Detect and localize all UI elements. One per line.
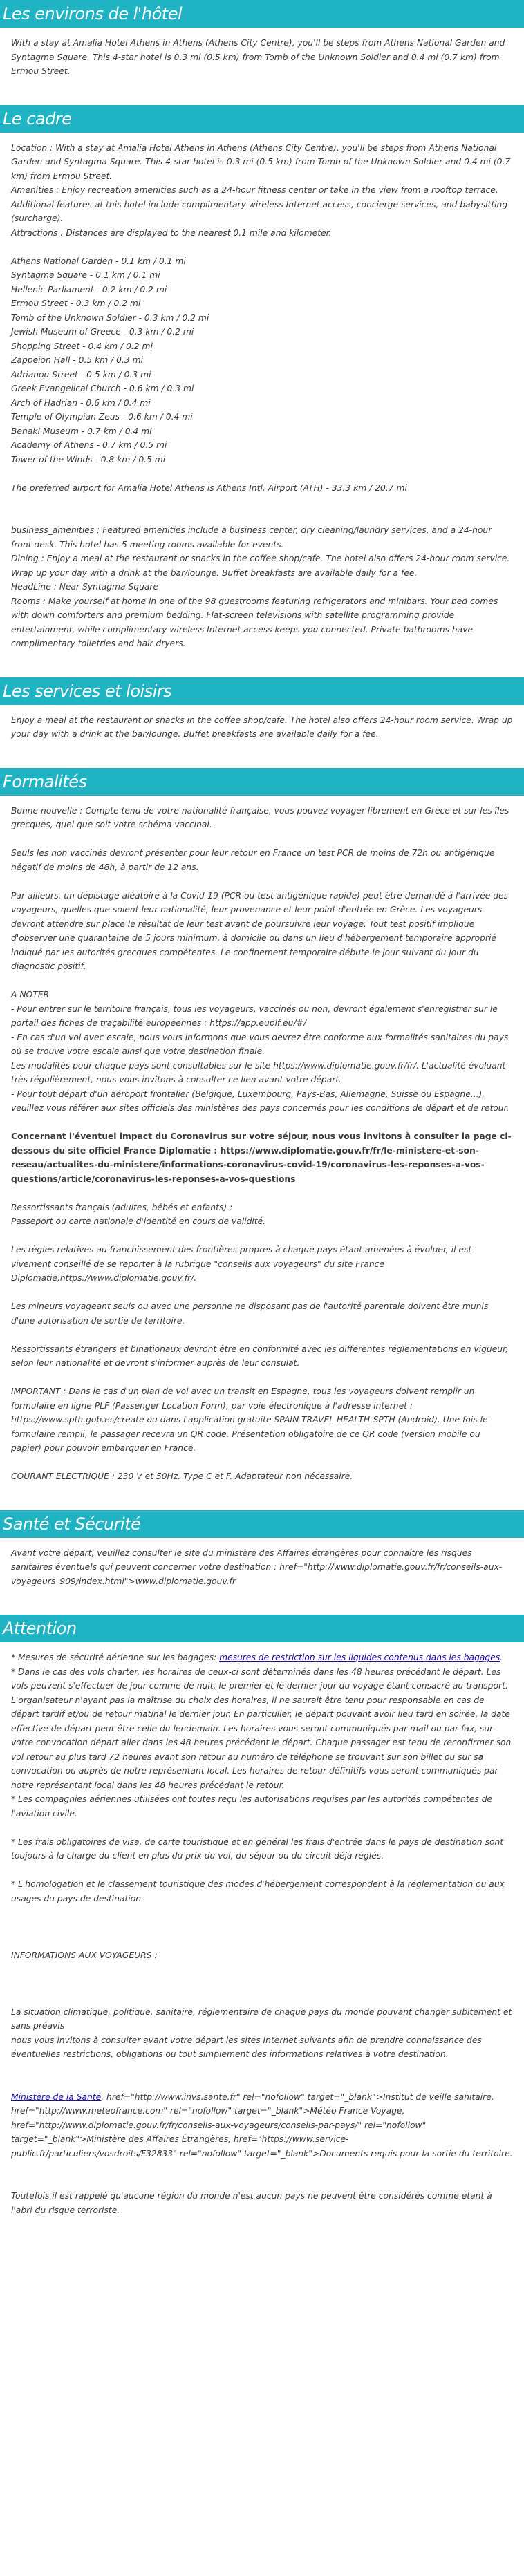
attention-1-prefix: * Mesures de sécurité aérienne sur les bagages: — [11, 1653, 220, 1662]
place-item: Adrianou Street - 0.5 km / 0.3 mi — [11, 369, 151, 379]
info-2: nous vous invitons à consulter avant votre départ les sites Internet suivants afin de prendre connaissance des éventuelles restrictions, obligations ou tout simplement des informations relatives à votre destination. — [11, 2035, 482, 2059]
section-services — [0, 713, 524, 742]
airport-text: The preferred airport for Amalia Hotel Athens is Athens Intl. Airport (ATH) - 33.3 km / 20.7 mi — [11, 482, 407, 493]
rooms-text: Rooms : Make yourself at home in one of the 98 guestrooms featuring refrigerators and minibars. Your bed comes with down comforters and premium bedding. Flat-screen televisions with satellite programming provide entertainment, while complimentary wireless Internet access keeps you connected. Private bathrooms have complimentary toiletries and hair dryers. — [11, 596, 498, 648]
location-text: Location : With a stay at Amalia Hotel Athens in Athens (Athens City Centre), you'll be steps from Athens National Garden and Syntagma Square. This 4-star hotel is 0.3 mi (0.5 km) from Tomb of the Unknown Soldier and 0.4 mi (0.7 km) from Ermou Street. — [11, 142, 511, 181]
formalites-p2: Seuls les non vaccinés devront présenter pour leur retour en France un test PCR de moins de 72h ou antigénique négatif de moins de 48h, à partir de 12 ans. — [11, 848, 495, 872]
border-rules: Les règles relatives au franchissement des frontières propres à chaque pays étant amenées à évoluer, il est vivement conseillé de se reporter à la rubrique "conseils aux voyageurs" du site France Diplomatie,https://www.diplomatie.gouv.fr/. — [11, 1245, 472, 1283]
formalites-p1: Bonne nouvelle : Compte tenu de votre nationalité française, vous pouvez voyager librement en Grèce et sur les îles grecques, quel que soit votre schéma vaccinal. — [11, 805, 509, 829]
place-item: Temple of Olympian Zeus - 0.6 km / 0.4 mi — [11, 412, 193, 422]
place-item: Hellenic Parliament - 0.2 km / 0.2 mi — [11, 284, 167, 294]
place-item: Benaki Museum - 0.7 km / 0.4 mi — [11, 426, 152, 436]
info-1: La situation climatique, politique, sanitaire, réglementaire de chaque pays du monde pouvant changer subitement et sans préavis — [11, 2006, 512, 2031]
attention-1-suffix: . — [500, 1653, 503, 1662]
formalites-p3: Par ailleurs, un dépistage aléatoire à la Covid-19 (PCR ou test antigénique rapide) peut être demandé à l'arrivée des voyageurs, quelles que soient leur nationalité, leur provenance et leur point d'entrée en Grèce. Les voyageurs devront attendre sur place le résultat de leur test avant de poursuivre leur voyage. Tout test positif implique d'observer une quarantaine de 5 jours minimum, à domicile ou dans un lieu d'hébergement temporaire approprié indiqué par les autorités grecques compétentes. Le confinement temporaire débute le jour suivant du jour du diagnostic positif. — [11, 890, 509, 971]
place-item: Athens National Garden - 0.1 km / 0.1 mi — [11, 256, 186, 266]
headline-text: HeadLine : Near Syntagma Square — [11, 582, 159, 592]
fr-docs: Passeport ou carte nationale d'identité en cours de validité. — [11, 1216, 266, 1226]
place-item: Shopping Street - 0.4 km / 0.2 mi — [11, 341, 153, 351]
place-item: Jewish Museum of Greece - 0.3 km / 0.2 mi — [11, 327, 194, 337]
section-attention — [0, 1651, 524, 2217]
note-1: - Pour entrer sur le territoire français, tous les voyageurs, vaccinés ou non, devront également s'enregistrer sur le portail des fiches de traçabilité européennes : https://app.euplf.eu/#/ — [11, 1004, 498, 1028]
dining-text: Dining : Enjoy a meal at the restaurant or snacks in the coffee shop/cafe. The hotel also offers 24-hour room service. Wrap up your day with a drink at the bar/lounge. Buffet breakfasts are available daily for a fee. — [11, 554, 510, 578]
attention-1 — [11, 1651, 513, 1665]
place-item: Tomb of the Unknown Soldier - 0.3 km / 0.2 mi — [11, 312, 209, 323]
note-2: - En cas d'un vol avec escale, nous vous informons que vous devrez être conforme aux formalités sanitaires du pays où se trouve votre escale ainsi que votre destination finale. — [11, 1032, 509, 1056]
section-title-cadre: Le cadre — [0, 105, 524, 133]
note-title: A NOTER — [11, 990, 50, 999]
section-cadre — [0, 141, 524, 651]
sante-text: Avant votre départ, veuillez consulter le site du ministère des Affaires étrangères pour connaître les risques sanitaires éventuels qui peuvent concerner votre destination : href="http://www.diplomatie.gouv.fr/fr/conseils-aux-voyageurs_909/index.html">www.diplomatie.gouv.fr — [11, 1548, 503, 1586]
section-title-attention: Attention — [0, 1615, 524, 1642]
section-title-services: Les services et loisirs — [0, 677, 524, 705]
section-title-sante: Santé et Sécurité — [0, 1510, 524, 1538]
important-text — [11, 1384, 513, 1456]
foreign-text: Ressortissants étrangers et binationaux devront être en conformité avec les différentes réglementations en vigueur, selon leur nationalité et devront s'informer auprès de leur consulat. — [11, 1344, 508, 1368]
info-links — [11, 2090, 513, 2161]
attention-4: * Les frais obligatoires de visa, de carte touristique et en général les frais d'entrée dans le pays de destination sont toujours à la charge du client en plus du prix du vol, du séjour ou du circuit déjà réglés. — [11, 1836, 504, 1861]
important-label: IMPORTANT : — [11, 1386, 66, 1396]
attention-5: * L'homologation et le classement touristique des modes d'hébergement correspondent à la réglementation ou aux usages du pays de destination. — [11, 1879, 505, 1903]
place-item: Zappeion Hall - 0.5 km / 0.3 mi — [11, 355, 144, 365]
place-item: Syntagma Square - 0.1 km / 0.1 mi — [11, 270, 160, 280]
section-title-formalites: Formalités — [0, 768, 524, 796]
electric-text: COURANT ELECTRIQUE : 230 V et 50Hz. Type C et F. Adaptateur non nécessaire. — [11, 1472, 353, 1481]
business-text: business_amenities : Featured amenities include a business center, dry cleaning/laundry services, and a 24-hour front desk. This hotel has 5 meeting rooms available for events. — [11, 525, 492, 549]
note-3: Les modalités pour chaque pays sont consultables sur le site https://www.diplomatie.gouv.fr/fr/. L'actualité évoluant très régulièrement, nous vous invitons à consulter ce lien avant votre départ. — [11, 1060, 506, 1084]
section-environs — [0, 36, 524, 79]
place-item: Academy of Athens - 0.7 km / 0.5 mi — [11, 440, 167, 450]
info-title: INFORMATIONS AUX VOYAGEURS : — [11, 1950, 158, 1960]
place-item: Tower of the Winds - 0.8 km / 0.5 mi — [11, 454, 166, 464]
places-list — [11, 254, 513, 467]
amenities-text: Amenities : Enjoy recreation amenities such as a 24-hour fitness center or take in the view from a rooftop terrace. Additional features at this hotel include complimentary wireless Internet access, concierge services, and babysitting (surcharge). — [11, 185, 508, 223]
final-text: Toutefois il est rappelé qu'aucune région du monde n'est aucun pays ne peuvent être considérés comme étant à l'abri du risque terroriste. — [11, 2191, 492, 2215]
place-item: Arch of Hadrian - 0.6 km / 0.4 mi — [11, 397, 151, 408]
attention-3: * Les compagnies aériennes utilisées ont toutes reçu les autorisations requises par les autorités compétentes de l'aviation civile. — [11, 1794, 493, 1818]
note-4: - Pour tout départ d'un aéroport frontalier (Belgique, Luxembourg, Pays-Bas, Allemagne, Suisse ou Espagne...), veuillez vous référer aux sites officiels des ministères des pays concernés pour les conditions de départ et de retour. — [11, 1089, 509, 1113]
services-text: Enjoy a meal at the restaurant or snacks in the coffee shop/cafe. The hotel also offers 24-hour room service. Wrap up your day with a drink at the bar/lounge. Buffet breakfasts are available daily for a fee. — [11, 715, 513, 739]
minors-text: Les mineurs voyageant seuls ou avec une personne ne disposant pas de l'autorité parentale doivent être munis d'une autorisation de sortie de territoire. — [11, 1301, 489, 1326]
covid-info: Concernant l'éventuel impact du Coronavirus sur votre séjour, nous vous invitons à consulter la page ci-dessous du site officiel France Diplomatie : https://www.diplomatie.gouv.fr/fr/le-ministere-et-son-reseau/actualites-du-ministere/informations-coronavirus-covid-19/coronavirus-les-reponses-a-vos-questions/article/coronavirus-les-reponses-a-vos-questions — [11, 1131, 512, 1184]
attractions-text: Attractions : Distances are displayed to the nearest 0.1 mile and kilometer. — [11, 227, 332, 238]
attention-2: * Dans le cas des vols charter, les horaires de ceux-ci sont déterminés dans les 48 heures précédant le départ. Les vols peuvent s'effectuer de jour comme de nuit, le premier et le dernier jour du voyage étant consacré au transport. L'organisateur n'ayant pas la maîtrise du choix des horaires, il ne saurait être tenu pour responsable en cas de départ tardif et/ou de retour matinal le dernier jour. En particulier, le départ pouvant avoir lieu tard en soirée, la date effective de départ peut être celle du lendemain. Les horaires vous seront communiqués par mail ou par fax, sur votre convocation départ aller dans les 48 heures précédant le départ. Chaque passager est tenu de reconfirmer son vol retour au plus tard 72 heures avant son retour au numéro de téléphone se trouvant sur son billet ou sur sa convocation ou auprès de notre représentant local. Les horaires de retour définitifs vous seront communiqués par notre représentant local dans les 48 heures précédant le retour. — [11, 1666, 512, 1790]
liquids-restriction-link[interactable]: mesures de restriction sur les liquides contenus dans les bagages — [219, 1653, 500, 1662]
section-title-environs: Les environs de l'hôtel — [0, 0, 524, 28]
fr-nationals: Ressortissants français (adultes, bébés et enfants) : — [11, 1202, 233, 1212]
place-item: Greek Evangelical Church - 0.6 km / 0.3 mi — [11, 384, 194, 393]
section-sante — [0, 1546, 524, 1589]
place-item: Ermou Street - 0.3 km / 0.2 mi — [11, 299, 141, 308]
ministere-sante-link[interactable]: Ministère de la Santé — [11, 2091, 102, 2102]
environs-text: With a stay at Amalia Hotel Athens in Athens (Athens City Centre), you'll be steps from Athens National Garden and Syntagma Square. This 4-star hotel is 0.3 mi (0.5 km) from Tomb of the Unknown Soldier and 0.4 mi (0.7 km) from Ermou Street. — [11, 38, 505, 76]
section-formalites — [0, 804, 524, 1484]
important-body: Dans le cas d'un plan de vol avec un transit en Espagne, tous les voyageurs doivent remplir un formulaire en ligne PLF (Passenger Location Form), par voie électronique à l'adresse internet : https://www.spth.gob.es/create ou dans l'application gratuite SPAIN TRAVEL HEALTH-SPTH (Android). Une fois le formulaire rempli, le passager recevra un QR code. Présentation obligatoire de ce QR code (version mobile ou papier) pour pouvoir embarquer en France. — [11, 1386, 488, 1453]
info-links-rest: , href="http://www.invs.sante.fr" rel="nofollow" target="_blank">Institut de veille sanitaire, href="http://www.meteofrance.com" rel="nofollow" target="_blank">Météo France Voyage, href="http://www.diplomatie.gouv.fr/fr/conseils-aux-voyageurs/conseils-par-pays/" rel="nofollow" target="_blank">Ministère des Affaires Étrangères, href="https://www.service-public.fr/particuliers/vosdroits/F32833" rel="nofollow" target="_blank">Documents requis pour la sortie du territoire. — [11, 2091, 513, 2159]
